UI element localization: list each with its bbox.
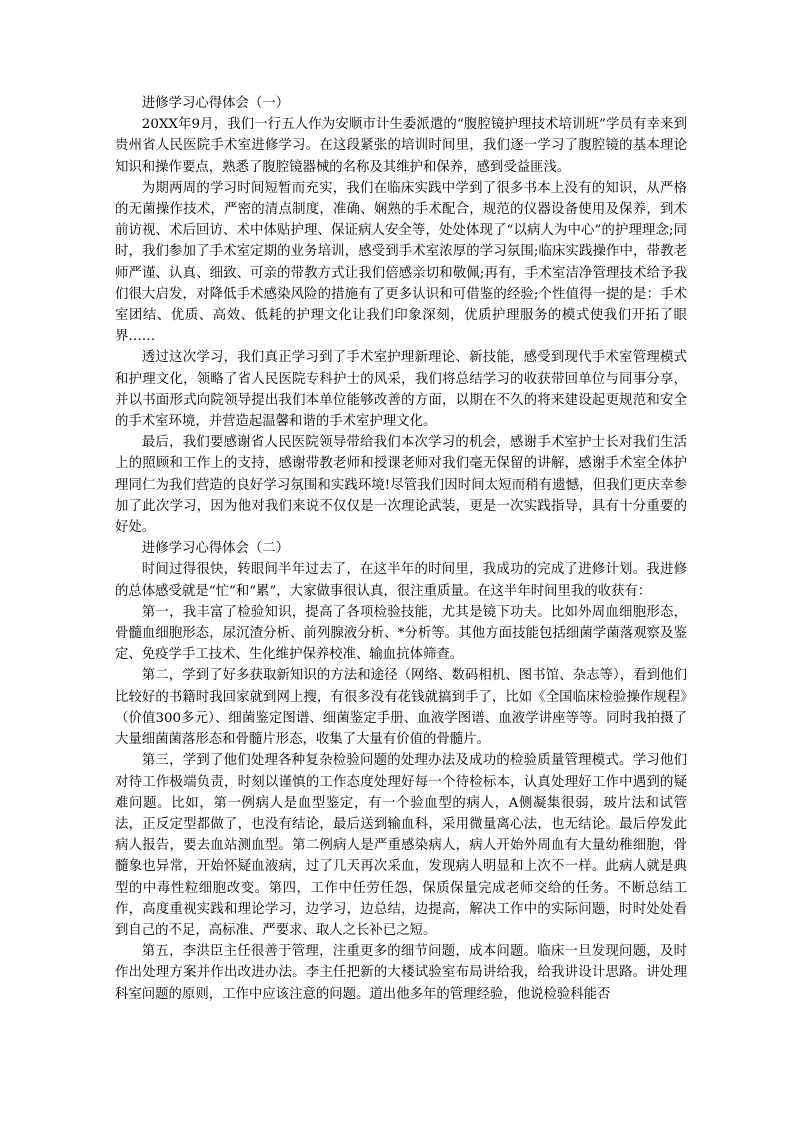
paragraph: 最后，我们要感谢省人民医院领导带给我们本次学习的机会，感谢手术室护士长对我们生活上的照顾和工作上的支持，感谢带教老师和授课老师对我们毫无保留的讲解，感谢手术室全体护理同仁为我们营造的良好学习氛围和实践环境!尽管我们因时间太短而稍有遗憾，但我们更庆幸参加了此次学习，因为他对我们来说不仅仅是一次理论武装，更是一次实践指导，具有十分重要的好处。 [115, 435, 687, 536]
paragraph: 透过这次学习，我们真正学习到了手术室护理新理论、新技能，感受到现代手术室管理模式和护理文化，领略了省人民医院专科护士的风采，我们将总结学习的收获带回单位与同事分享，并以书面形式向院领导提出我们本单位能够改善的方面，以期在不久的将来建设起更规范和安全的手术室环境，并营造起温馨和谐的手术室护理文化。 [115, 350, 687, 430]
section-title-2: 进修学习心得体会（二） [141, 541, 290, 557]
paragraph: 第三，学到了他们处理各种复杂检验问题的处理办法及成功的检验质量管理模式。学习他们对待工作极端负责，时刻以谨慎的工作态度处理好每一个待检标本，认真处理好工作中遇到的疑难问题。比如，第一例病人是血型鉴定，有一个验血型的病人，A侧凝集很弱，玻片法和试管法，正反定型都做了，也没有结论，最后送到输血科，采用微量离心法，也无结论。最后停发此病人报告，要去血站测血型。第二例病人是严重感染病人，病人开始外周血有大量幼稚细胞，骨髓象也异常，开始怀疑血液病，过了几天再次采血，发现病人明显和上次不一样。此病人就是典型的中毒性粒细胞改变。第四，工作中任劳任怨，保质保量完成老师交给的任务。不断总结工作，高度重视实践和理论学习，边学习，边总结，边提高，解决工作中的实际问题，时时处处看到自己的不足，高标准、严要求、取人之长补已之短。 [115, 753, 687, 938]
paragraph: 第五，李洪臣主任很善于管理，注重更多的细节问题，成本问题。临床一旦发现问题，及时作出处理方案并作出改进办法。李主任把新的大楼试验室布局讲给我，给我讲设计思路。讲处理科室问题的原则，工作中应该注意的问题。道出他多年的管理经验，他说检验科能否 [115, 944, 687, 1002]
paragraph: 时间过得很快，转眼间半年过去了，在这半年的时间里，我成功的完成了进修计划。我进修的总体感受就是“忙”和“累”，大家做事很认真，很注重质量。在这半年时间里我的收获有： [115, 562, 687, 599]
section-title-1: 进修学习心得体会（一） [141, 96, 290, 111]
paragraph: 第一，我丰富了检验知识，提高了各项检验技能，尤其是镜下功夫。比如外周血细胞形态，骨髓血细胞形态，尿沉渣分析、前列腺液分析、*分析等。其他方面技能包括细菌学菌落观察及鉴定、免疫学手工技术、生化维护保养校准、输血抗体筛查。 [115, 604, 687, 663]
paragraph: 20XX年9月，我们一行五人作为安顺市计生委派遣的“腹腔镜护理技术培训班”学员有幸来到贵州省人民医院手术室进修学习。在这段紧张的培训时间里，我们逐一学习了腹腔镜的基本理论知识和操作要点，熟悉了腹腔镜器械的名称及其维护和保养，感到受益匪浅。 [115, 117, 687, 175]
paragraph: 为期两周的学习时间短暂而充实，我们在临床实践中学到了很多书本上没有的知识，从严格的无菌操作技术，严密的清点制度，准确、娴熟的手术配合，规范的仪器设备使用及保养，到术前访视、术后回访、术中体贴护理、保证病人安全等，处处体现了“以病人为中心”的护理理念;同时，我们参加了手术室定期的业务培训，感受到手术室浓厚的学习氛围;临床实践操作中，带教老师严谨、认真、细致、可亲的带教方式让我们倍感亲切和敬佩;再有，手术室洁净管理技术给予我们很大启发，对降低手术感染风险的措施有了更多认识和可借鉴的经验;个性值得一提的是：手术室团结、优质、高效、低耗的护理文化让我们印象深刻，优质护理服务的模式使我们开拓了眼界…… [115, 180, 687, 345]
document-body [115, 93, 687, 1005]
paragraph: 第二，学到了好多获取新知识的方法和途径（网络、数码相机、图书馆、杂志等），看到他们比较好的书籍时我回家就到网上搜，有很多没有花钱就搞到手了，比如《全国临床检验操作规程》（价值300多元）、细菌鉴定图谱、细菌鉴定手册、血液学图谱、血液学讲座等等。同时我拍摄了大量细菌菌落形态和骨髓片形态，收集了大量有价值的骨髓片。 [115, 668, 687, 748]
